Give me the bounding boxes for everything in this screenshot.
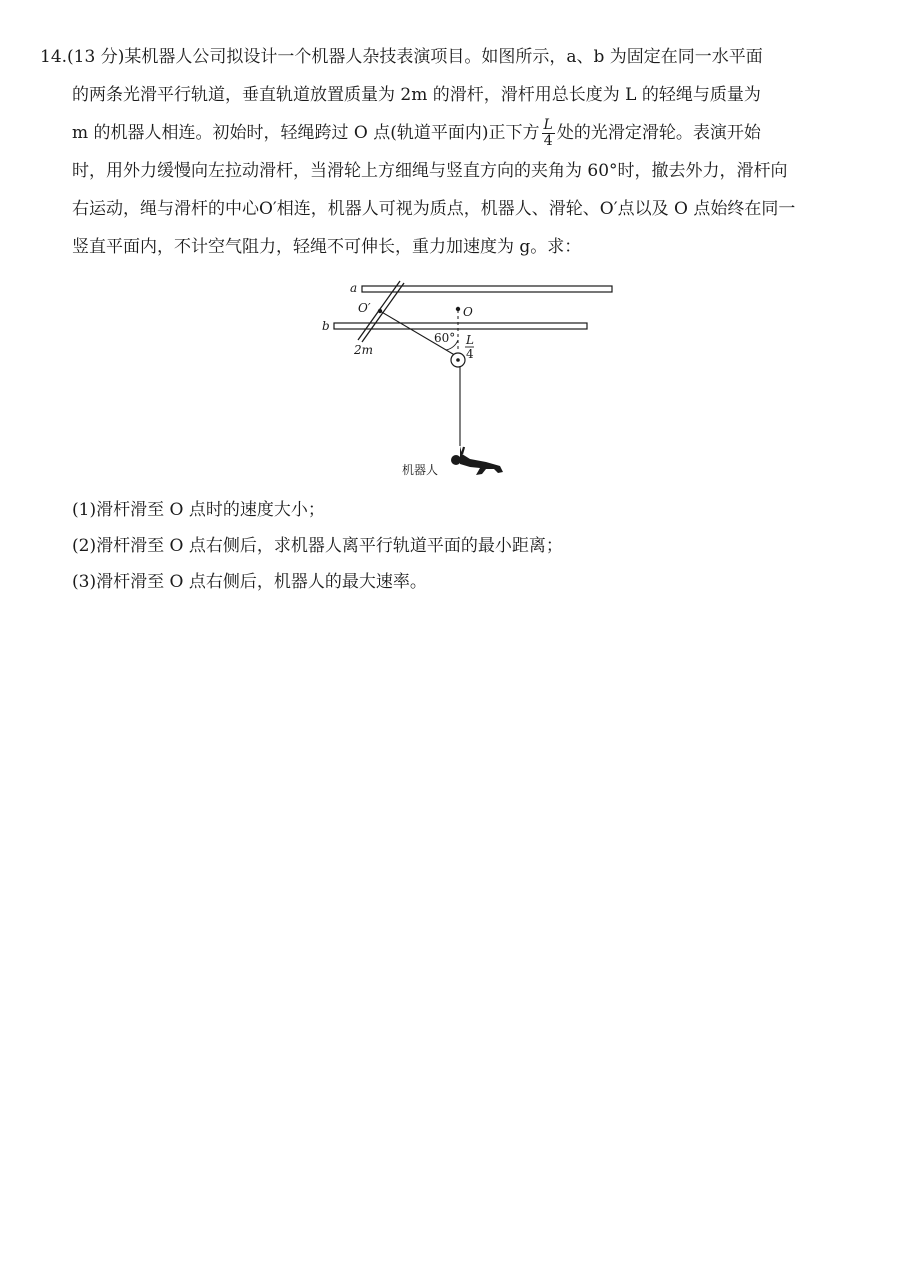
- pulley-axle: [456, 358, 460, 362]
- fraction-denominator: 4: [543, 133, 553, 149]
- point-o: [456, 307, 460, 311]
- label-rail-b: b: [322, 319, 330, 333]
- label-robot: 机器人: [402, 463, 439, 477]
- problem-line-5: 右运动，绳与滑杆的中心O′相连，机器人可视为质点，机器人、滑轮、O′点以及 O 点始终在同一: [72, 199, 796, 219]
- problem-line-2: 的两条光滑平行轨道，垂直轨道放置质量为 2m 的滑杆，滑杆用总长度为 L 的轻绳与质量为: [72, 85, 761, 105]
- robot-figure: [451, 446, 503, 475]
- problem-number: 14.: [40, 47, 68, 67]
- label-angle: 60°: [434, 331, 456, 345]
- problem-text-3a: m 的机器人相连。初始时，轻绳跨过 O 点(轨道平面内)正下方: [72, 123, 540, 143]
- problem-text-3b: 处的光滑定滑轮。表演开始: [556, 123, 761, 143]
- fraction-l-over-4: [542, 118, 555, 149]
- question-2: (2)滑杆滑至 O 点右侧后，求机器人离平行轨道平面的最小距离；: [72, 536, 563, 556]
- fraction-numerator: L: [543, 117, 553, 133]
- question-3: (3)滑杆滑至 O 点右侧后，机器人的最大速率。: [72, 572, 427, 592]
- question-1: (1)滑杆滑至 O 点时的速度大小；: [72, 500, 325, 520]
- problem-line-3: [40, 114, 870, 152]
- label-frac-num: L: [466, 333, 474, 347]
- problem-text-1: (13 分)某机器人公司拟设计一个机器人杂技表演项目。如图所示，a、b 为固定在同一水平面: [67, 47, 763, 67]
- diagram-svg: [310, 278, 630, 488]
- label-mass: 2m: [354, 343, 374, 357]
- problem-line-4: 时，用外力缓慢向左拉动滑杆，当滑轮上方细绳与竖直方向的夹角为 60°时，撤去外力，滑杆向: [72, 161, 788, 181]
- problem-14: [40, 38, 870, 266]
- label-o-prime: O′: [358, 301, 371, 315]
- label-o: O: [463, 305, 473, 319]
- problem-line-1: [40, 38, 870, 76]
- sub-questions: [72, 492, 872, 600]
- physics-diagram: [310, 278, 630, 488]
- label-frac-den: 4: [466, 347, 474, 361]
- label-rail-a: a: [350, 281, 358, 295]
- problem-line-6: 竖直平面内，不计空气阻力，轻绳不可伸长，重力加速度为 g。求：: [72, 237, 582, 257]
